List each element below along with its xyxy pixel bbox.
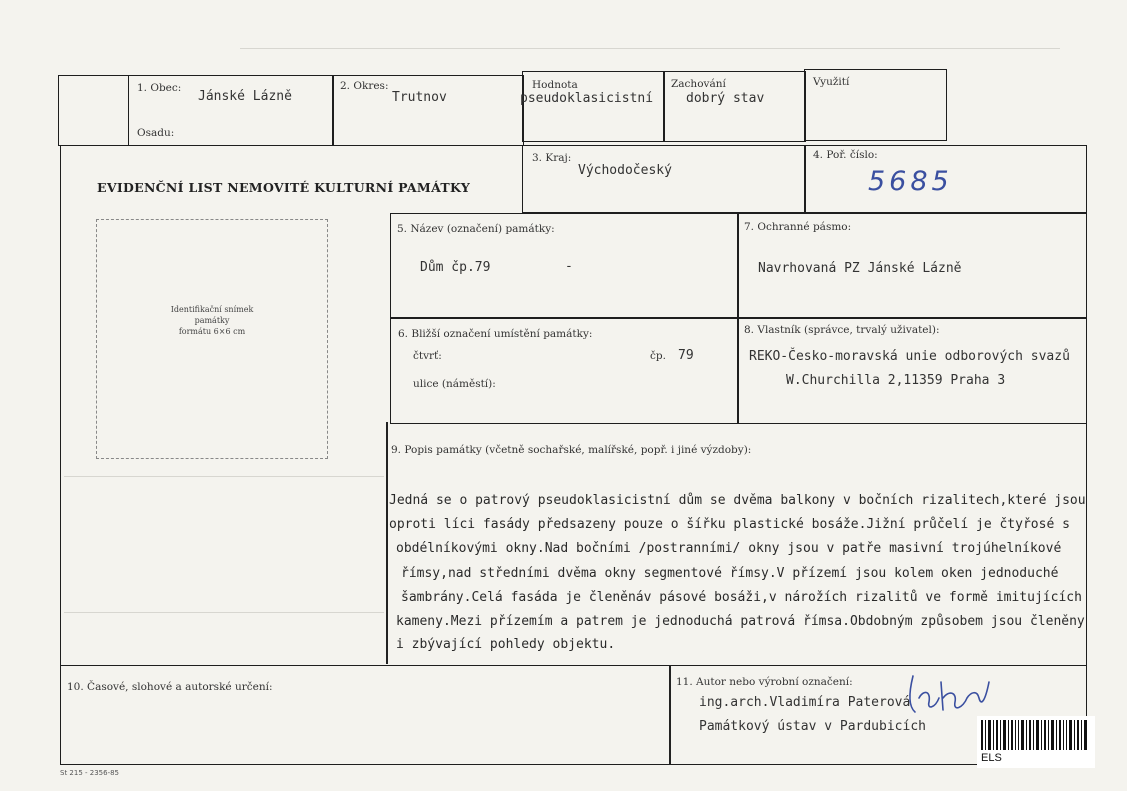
obec-value: Jánské Lázně [198,89,292,104]
photo-placeholder [96,219,328,459]
popis-line: kameny.Mezi přízemím a patrem je jednoduchá patrová římsa.Obdobným způsobem jsou členěny [396,614,1085,629]
autor-line2: Památkový ústav v Pardubicích [699,719,926,734]
cp-label: čp. [650,350,666,362]
por-cislo-value: 5685 [868,166,953,197]
nazev-value: Dům čp.79 [420,260,491,275]
kraj-label: 3. Kraj: [532,152,572,164]
vlastnik-label: 8. Vlastník (správce, trvalý uživatel): [744,324,940,336]
nazev-dash: - [565,259,573,274]
photo-label: Identifikační snímek památky formátu 6×6 cm [170,305,254,336]
vlastnik-line1: REKO-Česko-moravská unie odborových svazů [749,349,1070,364]
signature-mark [905,668,1000,720]
vyuziti-label: Využití [813,76,850,88]
zachovani-value: dobrý stav [686,91,765,106]
popis-line: obdélníkovými okny.Nad bočními /postranními/ okny jsou v patře masivní trojúhelníkové [396,541,1062,556]
kraj-value: Východočeský [578,163,672,178]
cp-value: 79 [678,348,694,363]
popis-line: oproti líci fasády předsazeny pouze o šířku plastické bosáže.Jižní průčelí je čtyřosé s [389,517,1070,532]
nazev-label: 5. Název (označení) památky: [397,223,555,235]
barcode-label [977,716,1095,768]
popis-line: šambrány.Celá fasáda je členěnáv pásové bosáži,v nárožích rizalitů ve formě imitujících [401,590,1082,605]
vlastnik-line2: W.Churchilla 2,11359 Praha 3 [786,373,1006,388]
hodnota-label: Hodnota [532,79,578,91]
form-title: EVIDENČNÍ LIST NEMOVITÉ KULTURNÍ PAMÁTKY [97,180,471,195]
ulice-label: ulice (náměstí): [413,378,496,390]
ochranne-pasmo-label: 7. Ochranné pásmo: [744,221,852,233]
bottom-divider [669,665,671,765]
autor-label: 11. Autor nebo výrobní označení: [676,676,853,688]
popis-line: Jedná se o patrový pseudoklasicistní dům se dvěma balkony v bočních rizalitech,které jsou [389,493,1086,508]
osada-label: Osadu: [137,127,175,139]
por-cislo-label: 4. Poř. číslo: [813,149,878,161]
barcode-bars [981,720,1089,750]
ctvrt-label: čtvrť: [413,350,442,362]
popis-line: římsy,nad středními dvěma okny segmentové římsy.V přízemí jsou kolem oken jednoduché [401,566,1059,581]
autor-line1: ing.arch.Vladimíra Paterová [699,695,911,710]
barcode-text: ELS [981,752,1002,764]
footer-code: St 215 - 2356-85 [60,769,119,777]
okres-label: 2. Okres: [340,80,389,92]
ghost-line [240,48,1060,49]
ochranne-pasmo-value: Navrhovaná PZ Jánské Lázně [758,261,962,276]
umisteni-label: 6. Bližší označení umístění památky: [398,328,593,340]
casove-label: 10. Časové, slohové a autorské určení: [67,681,273,693]
popis-left-rule [386,422,388,664]
popis-label: 9. Popis památky (včetně sochařské, malířské, popř. i jiné výzdoby): [391,444,752,456]
okres-value: Trutnov [392,90,447,105]
obec-label: 1. Obec: [137,82,182,94]
zachovani-label: Zachování [671,78,726,90]
hodnota-value: pseudoklasicistní [520,91,654,106]
popis-line: i zbývající pohledy objektu. [396,637,616,652]
